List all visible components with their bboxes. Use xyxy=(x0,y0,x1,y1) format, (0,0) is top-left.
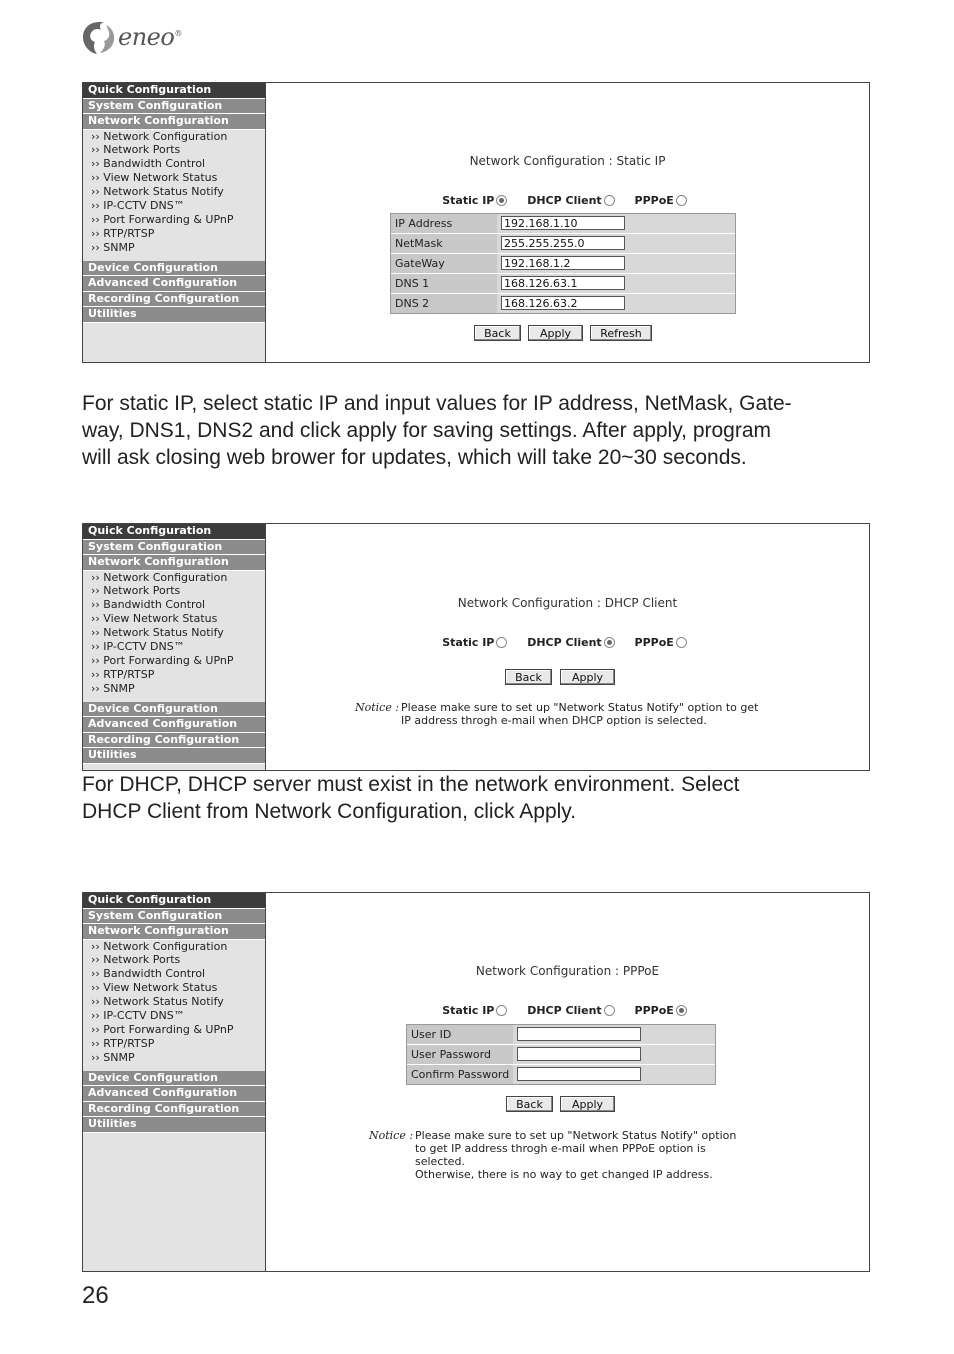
content-area xyxy=(266,893,869,1271)
logo-text: eneo® xyxy=(118,23,182,51)
page-title: Network Configuration : DHCP Client xyxy=(457,596,678,610)
back-button[interactable]: Back xyxy=(505,669,552,685)
form-row xyxy=(391,254,735,274)
netmask-label: NetMask xyxy=(395,237,443,250)
static-ip-description: For static IP, select static IP and input values for IP address, NetMask, Gate- way, DNS1, DNS2 and click apply for saving settings. After apply, program will ask closing web brower for updates, which will take 20~30 seconds. xyxy=(82,392,792,469)
eneo-logo-icon xyxy=(82,20,116,56)
radio-dhcp-client[interactable] xyxy=(604,1005,615,1016)
sidebar-sub-port-forwarding[interactable]: ›› Port Forwarding & UPnP xyxy=(91,1022,234,1036)
dhcp-description: For DHCP, DHCP server must exist in the network environment. Select DHCP Client from Network Configuration, click Apply. xyxy=(82,773,740,823)
netmask-input[interactable] xyxy=(501,236,625,250)
sidebar-advanced-configuration[interactable]: Advanced Configuration xyxy=(83,1086,265,1102)
panel-static-ip xyxy=(82,82,870,363)
radio-pppoe[interactable] xyxy=(676,195,687,206)
confirm-password-label: Confirm Password xyxy=(411,1068,510,1081)
mode-label-static: Static IP xyxy=(442,194,495,207)
sidebar-utilities[interactable]: Utilities xyxy=(83,307,265,323)
sidebar-network-configuration[interactable]: Network Configuration xyxy=(83,555,265,571)
form-row xyxy=(391,274,735,294)
sidebar-quick-configuration[interactable]: Quick Configuration xyxy=(83,83,265,99)
sidebar-utilities[interactable]: Utilities xyxy=(83,1117,265,1133)
sidebar-network-configuration[interactable]: Network Configuration xyxy=(83,114,265,130)
form-row xyxy=(407,1045,715,1065)
notice-text: Please make sure to set up "Network Status Notify" option to get IP address throgh e-mail when PPPoE option is selected. Otherwise, there is no way to get changed IP address. xyxy=(415,1129,737,1181)
back-button[interactable]: Back xyxy=(474,325,521,341)
sidebar-sub-view-network-status[interactable]: ›› View Network Status xyxy=(91,612,218,626)
mode-label-dhcp: DHCP Client xyxy=(527,1004,602,1017)
sidebar-sub-rtp-rtsp[interactable]: ›› RTP/RTSP xyxy=(91,667,155,681)
sidebar-sub-view-network-status[interactable]: ›› View Network Status xyxy=(91,171,218,185)
mode-selector xyxy=(266,194,869,207)
mode-label-static: Static IP xyxy=(442,1004,495,1017)
gateway-label: GateWay xyxy=(395,257,445,270)
notice-text: Please make sure to set up "Network Status Notify" option to get IP address throgh e-mail when DHCP option is selected. xyxy=(401,701,759,727)
sidebar-sub-ip-cctv-dns[interactable]: ›› IP-CCTV DNS™ xyxy=(91,639,185,653)
sidebar-sub-network-ports[interactable]: ›› Network Ports xyxy=(91,143,181,157)
sidebar-sub-snmp[interactable]: ›› SNMP xyxy=(91,240,135,254)
sidebar-recording-configuration[interactable]: Recording Configuration xyxy=(83,1102,265,1118)
mode-label-dhcp: DHCP Client xyxy=(527,194,602,207)
radio-static-ip[interactable] xyxy=(496,195,507,206)
radio-dhcp-client[interactable] xyxy=(604,195,615,206)
sidebar-quick-configuration[interactable]: Quick Configuration xyxy=(83,893,265,909)
user-password-label: User Password xyxy=(411,1048,491,1061)
apply-button[interactable]: Apply xyxy=(560,1096,615,1112)
sidebar-sub-network-status-notify[interactable]: ›› Network Status Notify xyxy=(91,995,224,1009)
sidebar-sub-network-ports[interactable]: ›› Network Ports xyxy=(91,584,181,598)
pppoe-form xyxy=(406,1024,716,1085)
apply-button[interactable]: Apply xyxy=(528,325,583,341)
sidebar-system-configuration[interactable]: System Configuration xyxy=(83,909,265,925)
sidebar-sub-network-status-notify[interactable]: ›› Network Status Notify xyxy=(91,626,224,640)
sidebar-sub-snmp[interactable]: ›› SNMP xyxy=(91,681,135,695)
dhcp-notice xyxy=(355,701,795,731)
mode-label-pppoe: PPPoE xyxy=(634,1004,674,1017)
page-number: 26 xyxy=(82,1282,109,1309)
panel-dhcp-client xyxy=(82,523,870,771)
ip-address-input[interactable] xyxy=(501,216,625,230)
sidebar-sub-ip-cctv-dns[interactable]: ›› IP-CCTV DNS™ xyxy=(91,198,185,212)
sidebar-system-configuration[interactable]: System Configuration xyxy=(83,99,265,115)
user-id-input[interactable] xyxy=(517,1027,641,1041)
content-area xyxy=(266,524,869,770)
brand-logo xyxy=(82,18,192,58)
mode-selector xyxy=(266,1004,869,1017)
page-title: Network Configuration : Static IP xyxy=(469,154,666,168)
mode-label-static: Static IP xyxy=(442,636,495,649)
dns2-label: DNS 2 xyxy=(395,297,430,310)
sidebar-nav xyxy=(83,524,266,770)
sidebar-sub-snmp[interactable]: ›› SNMP xyxy=(91,1050,135,1064)
dns1-label: DNS 1 xyxy=(395,277,430,290)
dns1-input[interactable] xyxy=(501,276,625,290)
user-password-input[interactable] xyxy=(517,1047,641,1061)
sidebar-device-configuration[interactable]: Device Configuration xyxy=(83,261,265,277)
sidebar-quick-configuration[interactable]: Quick Configuration xyxy=(83,524,265,540)
static-ip-form xyxy=(390,213,736,314)
ip-address-label: IP Address xyxy=(395,217,453,230)
pppoe-notice xyxy=(369,1129,809,1189)
apply-button[interactable]: Apply xyxy=(560,669,615,685)
sidebar-sub-network-configuration[interactable]: ›› Network Configuration xyxy=(91,570,228,584)
form-row xyxy=(391,234,735,254)
mode-selector xyxy=(266,636,869,649)
sidebar-recording-configuration[interactable]: Recording Configuration xyxy=(83,733,265,749)
user-id-label: User ID xyxy=(411,1028,452,1041)
radio-pppoe[interactable] xyxy=(676,1005,687,1016)
sidebar-sub-port-forwarding[interactable]: ›› Port Forwarding & UPnP xyxy=(91,653,234,667)
content-area xyxy=(266,83,869,362)
sidebar-sub-bandwidth-control[interactable]: ›› Bandwidth Control xyxy=(91,598,206,612)
form-row xyxy=(391,214,735,234)
sidebar-system-configuration[interactable]: System Configuration xyxy=(83,540,265,556)
sidebar-sub-network-ports[interactable]: ›› Network Ports xyxy=(91,953,181,967)
sidebar-sub-rtp-rtsp[interactable]: ›› RTP/RTSP xyxy=(91,226,155,240)
sidebar-nav xyxy=(83,893,266,1271)
radio-static-ip[interactable] xyxy=(496,1005,507,1016)
radio-dhcp-client[interactable] xyxy=(604,637,615,648)
mode-label-pppoe: PPPoE xyxy=(634,194,674,207)
sidebar-sub-network-configuration[interactable]: ›› Network Configuration xyxy=(91,129,228,143)
sidebar-sub-network-status-notify[interactable]: ›› Network Status Notify xyxy=(91,185,224,199)
sidebar-advanced-configuration[interactable]: Advanced Configuration xyxy=(83,717,265,733)
sidebar-sub-bandwidth-control[interactable]: ›› Bandwidth Control xyxy=(91,967,206,981)
sidebar-recording-configuration[interactable]: Recording Configuration xyxy=(83,292,265,308)
notice-label: Notice : xyxy=(355,701,400,714)
mode-label-pppoe: PPPoE xyxy=(634,636,674,649)
form-row xyxy=(391,294,735,313)
sidebar-device-configuration[interactable]: Device Configuration xyxy=(83,702,265,718)
form-row xyxy=(407,1065,715,1084)
sidebar-sub-bandwidth-control[interactable]: ›› Bandwidth Control xyxy=(91,157,206,171)
back-button[interactable]: Back xyxy=(506,1096,553,1112)
sidebar-device-configuration[interactable]: Device Configuration xyxy=(83,1071,265,1087)
panel-pppoe xyxy=(82,892,870,1272)
sidebar-sub-rtp-rtsp[interactable]: ›› RTP/RTSP xyxy=(91,1036,155,1050)
sidebar-utilities[interactable]: Utilities xyxy=(83,748,265,764)
confirm-password-input[interactable] xyxy=(517,1067,641,1081)
sidebar-sub-view-network-status[interactable]: ›› View Network Status xyxy=(91,981,218,995)
radio-static-ip[interactable] xyxy=(496,637,507,648)
dns2-input[interactable] xyxy=(501,296,625,310)
sidebar-sub-port-forwarding[interactable]: ›› Port Forwarding & UPnP xyxy=(91,212,234,226)
form-row xyxy=(407,1025,715,1045)
mode-label-dhcp: DHCP Client xyxy=(527,636,602,649)
sidebar-advanced-configuration[interactable]: Advanced Configuration xyxy=(83,276,265,292)
sidebar-nav xyxy=(83,83,266,362)
sidebar-sub-ip-cctv-dns[interactable]: ›› IP-CCTV DNS™ xyxy=(91,1008,185,1022)
sidebar-network-configuration[interactable]: Network Configuration xyxy=(83,924,265,940)
notice-label: Notice : xyxy=(369,1129,414,1142)
page-title: Network Configuration : PPPoE xyxy=(475,964,660,978)
gateway-input[interactable] xyxy=(501,256,625,270)
refresh-button[interactable]: Refresh xyxy=(590,325,652,341)
sidebar-sub-network-configuration[interactable]: ›› Network Configuration xyxy=(91,939,228,953)
radio-pppoe[interactable] xyxy=(676,637,687,648)
